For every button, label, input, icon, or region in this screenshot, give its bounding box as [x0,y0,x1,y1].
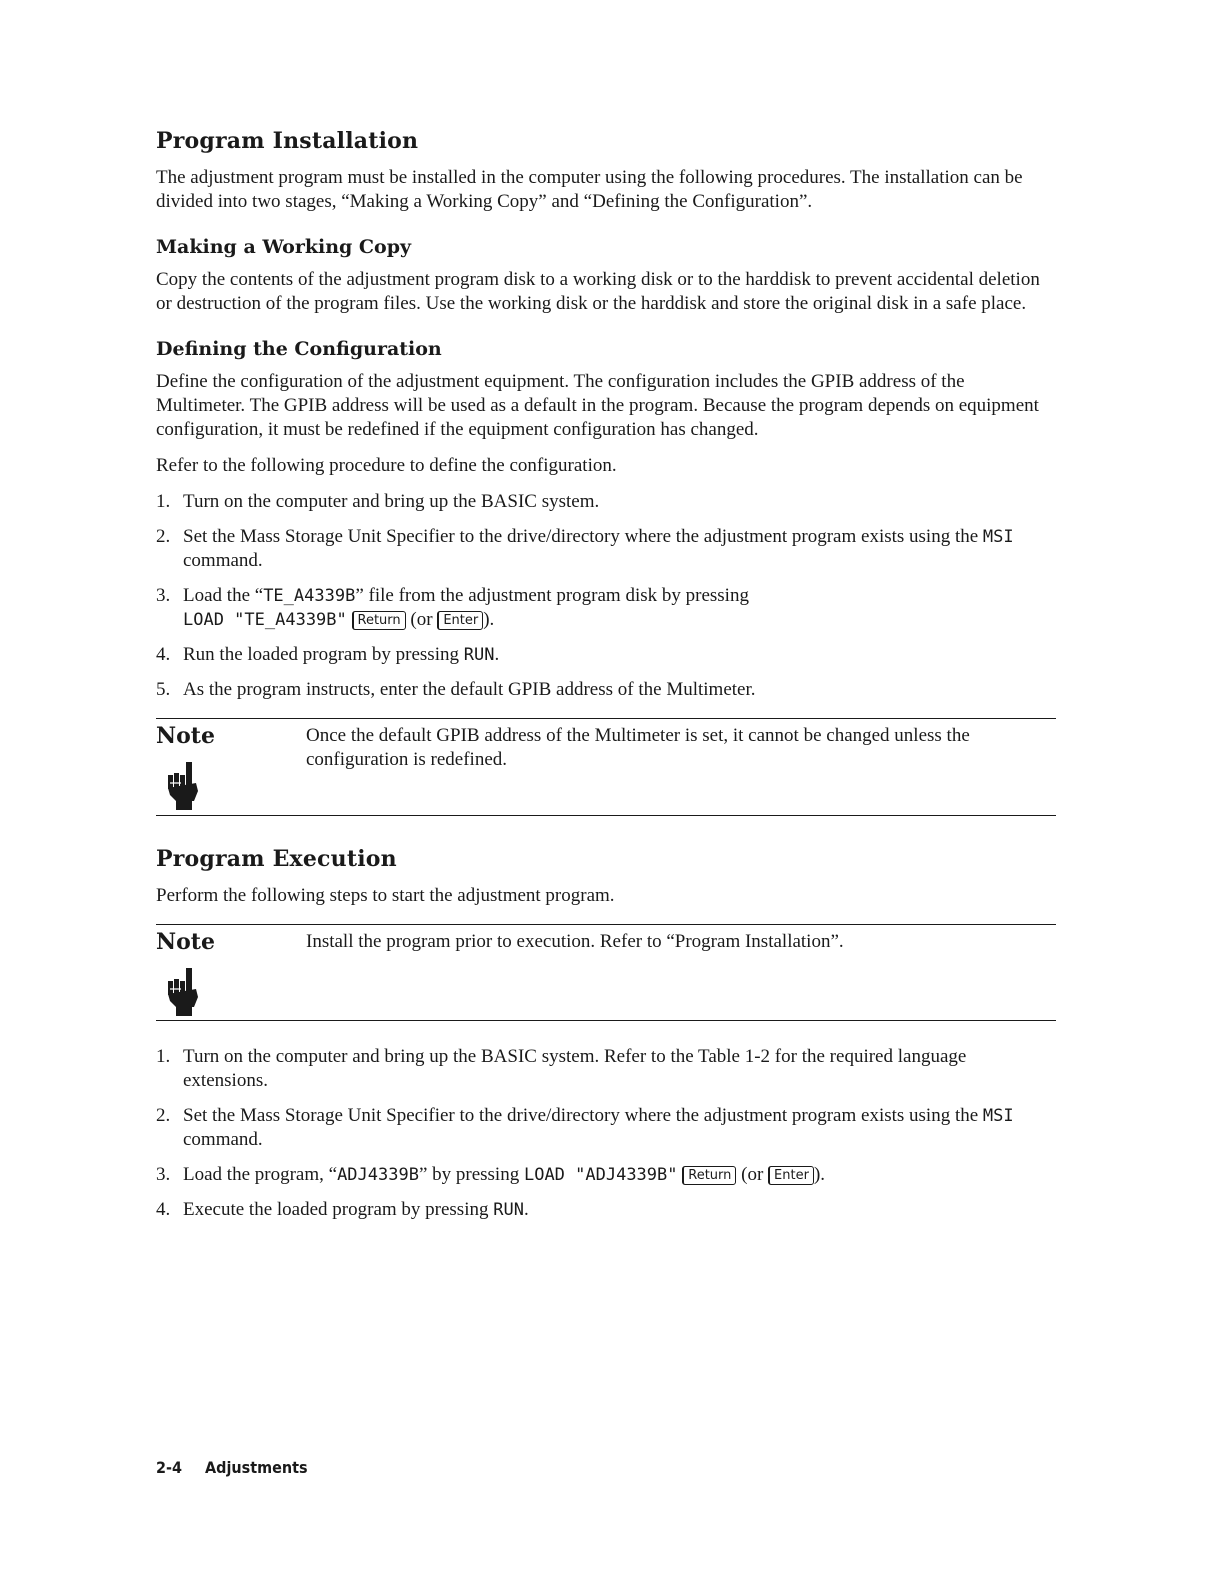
list-item: 3. Load the “TE_A4339B” file from the adjustment program disk by pressing LOAD "TE_A4339B" Return (or Enter ). [156,585,749,630]
note-label: Note [156,929,215,955]
list-item: 4. Run the loaded program by pressing RUN. [156,644,500,665]
list-item: 4. Execute the loaded program by pressing RUN. [156,1199,529,1220]
page-content [156,128,1056,1234]
msi-code: MSI [982,527,1014,547]
enter-key: Enter [768,1166,814,1185]
note-box [156,924,1056,1021]
execution-intro: Perform the following steps to start the adjustment program. [156,885,615,906]
note-label: Note [156,723,215,749]
return-key: Return [352,611,406,630]
pointing-hand-icon [166,761,200,811]
filename-code: ADJ4339B [337,1165,419,1185]
load-command: LOAD "ADJ4339B" [523,1165,678,1185]
filename-code: TE_A4339B [263,586,356,606]
pointing-hand-icon [166,967,200,1017]
section-heading-installation: Program Installation [156,128,419,154]
note-text: Install the program prior to execution. Refer to “Program Installation”. [306,931,844,952]
installation-steps [156,490,1056,702]
subheading-configuration: Defining the Configuration [156,338,442,360]
load-command: LOAD "TE_A4339B" [183,610,347,630]
page-number: 2-4 [156,1458,183,1477]
run-code: RUN [463,645,495,665]
installation-intro: The adjustment program must be installed in the computer using the following procedures. The installation can be divided into two stages, “Making a Working Copy” and “Defining the Configuration”. [156,167,1023,212]
run-code: RUN [493,1200,524,1220]
footer-section: Adjustments [205,1458,308,1477]
msi-code: MSI [982,1106,1014,1126]
return-key: Return [682,1166,736,1185]
page-footer [156,1458,308,1477]
list-item: 3. Load the program, “ADJ4339B” by pressing LOAD "ADJ4339B" Return (or Enter ). [156,1164,826,1185]
note-box [156,718,1056,816]
working-copy-text: Copy the contents of the adjustment program disk to a working disk or to the harddisk to prevent accidental deletion or destruction of the program files. Use the working disk or the harddisk and store the original disk in a safe place. [156,269,1040,314]
execution-steps [156,1045,1056,1222]
list-item: 2. Set the Mass Storage Unit Specifier to the drive/directory where the adjustment program exists using the MSI command. [156,526,1014,571]
list-item: 5. As the program instructs, enter the default GPIB address of the Multimeter. [156,679,756,700]
note-text: Once the default GPIB address of the Multimeter is set, it cannot be changed unless the configuration is redefined. [306,725,970,770]
list-item: 1. Turn on the computer and bring up the BASIC system. [156,491,600,512]
refer-text: Refer to the following procedure to define the configuration. [156,455,617,476]
subheading-working-copy: Making a Working Copy [156,236,412,258]
configuration-text: Define the configuration of the adjustment equipment. The configuration includes the GPIB address of the Multimeter. The GPIB address will be used as a default in the program. Because the program depends on equipment configuration, it must be redefined if the equipment configuration has changed. [156,371,1039,440]
list-item: 2. Set the Mass Storage Unit Specifier to the drive/directory where the adjustment program exists using the MSI command. [156,1105,1014,1150]
list-item: 1. Turn on the computer and bring up the BASIC system. Refer to the Table 1-2 for the required language extensions. [156,1046,967,1091]
section-heading-execution: Program Execution [156,846,397,872]
enter-key: Enter [437,611,483,630]
